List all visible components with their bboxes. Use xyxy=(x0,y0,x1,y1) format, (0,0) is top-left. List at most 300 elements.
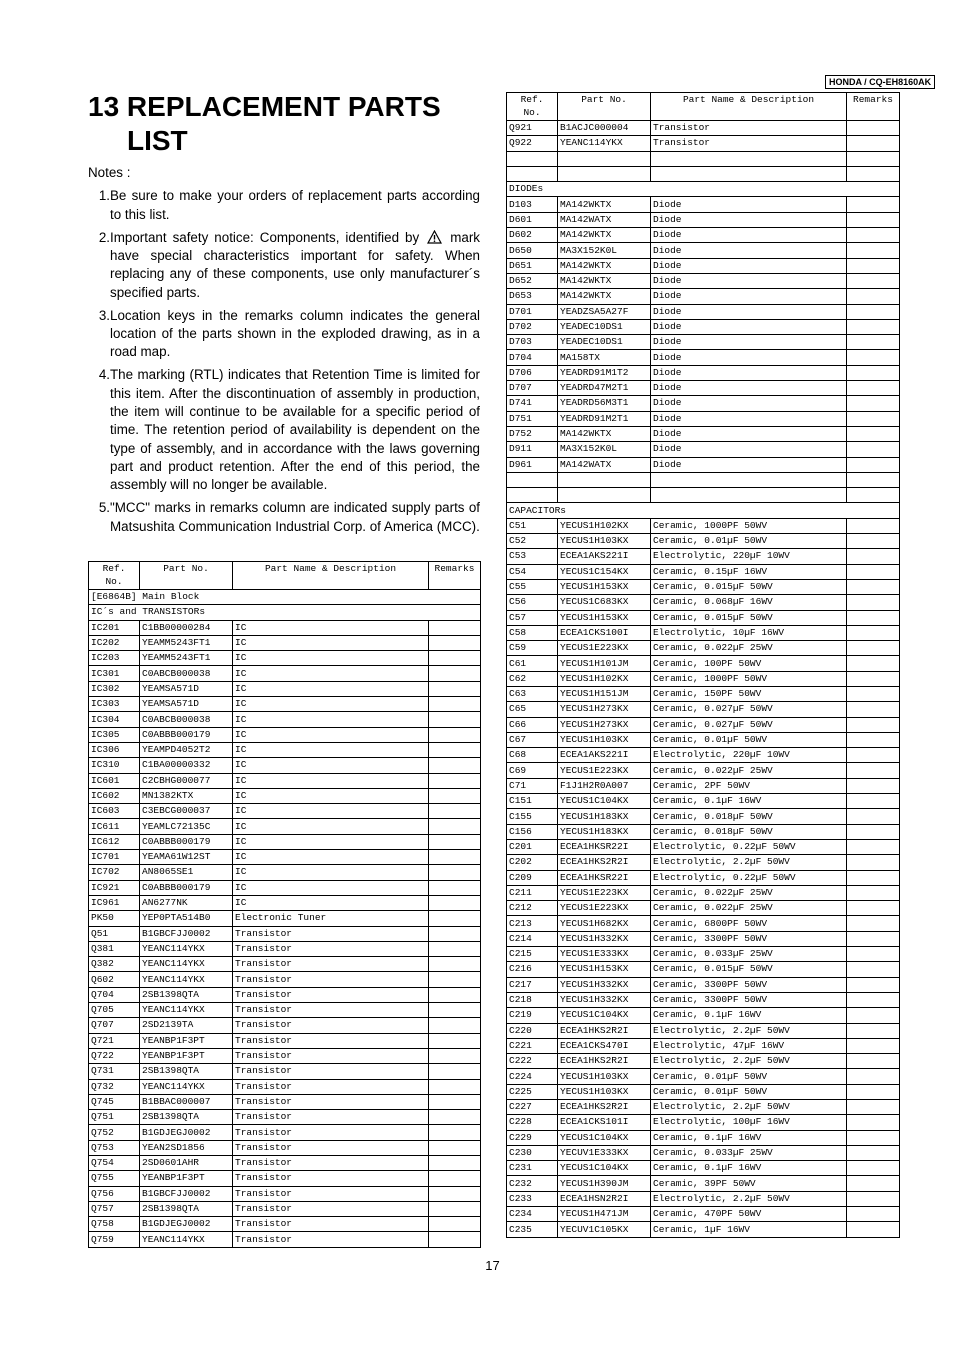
cell-part-no: MA158TX xyxy=(558,350,651,365)
cell-part-no: YEADRD47M2T1 xyxy=(558,381,651,396)
cell-part-no: C1BA00000332 xyxy=(140,758,233,773)
cell-name: IC xyxy=(233,773,429,788)
cell-part-no: C2CBHG000077 xyxy=(140,773,233,788)
cell-ref: C216 xyxy=(507,962,558,977)
cell-ref: C53 xyxy=(507,549,558,564)
cell-ref: Q757 xyxy=(89,1201,140,1216)
cell-name: Ceramic, 0.015µF 50WV xyxy=(651,610,847,625)
cell-name: Transistor xyxy=(233,1125,429,1140)
cell-ref: D706 xyxy=(507,365,558,380)
table-row xyxy=(89,1048,481,1063)
cell-name: Diode xyxy=(651,243,847,258)
cell-remarks xyxy=(429,1201,481,1216)
cell-ref: IC701 xyxy=(89,850,140,865)
table-row xyxy=(89,1140,481,1155)
cell-ref: D751 xyxy=(507,411,558,426)
cell-ref: Q758 xyxy=(89,1217,140,1232)
cell-remarks xyxy=(429,1171,481,1186)
cell-name: Diode xyxy=(651,411,847,426)
table-row xyxy=(507,1145,900,1160)
cell-remarks xyxy=(429,941,481,956)
cell-name: Transistor xyxy=(233,1079,429,1094)
section-row xyxy=(507,182,900,197)
cell-ref: C232 xyxy=(507,1176,558,1191)
cell-name: Ceramic, 0.1µF 16WV xyxy=(651,1008,847,1023)
cell-name: Ceramic, 0.022µF 25WV xyxy=(651,763,847,778)
cell-name: Ceramic, 0.015µF 50WV xyxy=(651,962,847,977)
table-row xyxy=(89,1079,481,1094)
cell-name: Transistor xyxy=(233,957,429,972)
cell-remarks xyxy=(847,702,900,717)
cell-name: Electronic Tuner xyxy=(233,911,429,926)
section-row xyxy=(89,605,481,620)
cell-part-no: ECEA1HKS2R2I xyxy=(558,1023,651,1038)
cell-name: Ceramic, 470PF 50WV xyxy=(651,1207,847,1222)
cell-remarks xyxy=(847,748,900,763)
table-row xyxy=(507,901,900,916)
cell-ref: Q722 xyxy=(89,1048,140,1063)
note-number: 3. xyxy=(98,307,110,323)
cell-ref: Q922 xyxy=(507,136,558,151)
cell-name: IC xyxy=(233,758,429,773)
cell-remarks xyxy=(847,243,900,258)
cell-ref: Q752 xyxy=(89,1125,140,1140)
table-row xyxy=(507,151,900,166)
cell-name: Ceramic, 1000PF 50WV xyxy=(651,518,847,533)
cell-name: Diode xyxy=(651,442,847,457)
cell-name: Diode xyxy=(651,335,847,350)
col-header-ref: Ref. No. xyxy=(89,562,140,590)
cell-remarks xyxy=(847,656,900,671)
cell-ref: C156 xyxy=(507,824,558,839)
table-row xyxy=(507,472,900,487)
cell-remarks xyxy=(847,411,900,426)
cell-remarks xyxy=(847,1023,900,1038)
cell-part-no: YECUV1E333KX xyxy=(558,1145,651,1160)
cell-remarks xyxy=(847,472,900,487)
table-row xyxy=(89,1125,481,1140)
note-text-before-icon: Important safety notice: Components, identified by xyxy=(110,229,420,245)
table-row xyxy=(507,166,900,181)
table-row xyxy=(507,962,900,977)
cell-ref: C218 xyxy=(507,992,558,1007)
cell-remarks xyxy=(429,895,481,910)
table-row xyxy=(507,625,900,640)
cell-name: Ceramic, 0.01µF 50WV xyxy=(651,1084,847,1099)
cell-name: Diode xyxy=(651,212,847,227)
cell-part-no: YECUS1H102KX xyxy=(558,671,651,686)
table-row xyxy=(507,564,900,579)
cell-name: Ceramic, 0.027µF 50WV xyxy=(651,717,847,732)
cell-ref: C61 xyxy=(507,656,558,671)
col-header-ref: Ref. No. xyxy=(507,93,558,121)
cell-name: IC xyxy=(233,834,429,849)
table-row xyxy=(89,1201,481,1216)
cell-remarks xyxy=(847,977,900,992)
cell-ref: Q731 xyxy=(89,1064,140,1079)
table-row xyxy=(507,289,900,304)
cell-remarks xyxy=(847,732,900,747)
notes-heading: Notes : xyxy=(88,165,131,180)
table-row xyxy=(507,396,900,411)
table-row xyxy=(507,350,900,365)
cell-remarks xyxy=(847,197,900,212)
cell-ref: D653 xyxy=(507,289,558,304)
cell-part-no: YECUS1H471JM xyxy=(558,1207,651,1222)
note-item xyxy=(88,366,480,494)
cell-remarks xyxy=(429,681,481,696)
cell-ref: IC305 xyxy=(89,727,140,742)
cell-part-no: YEAN2SD1856 xyxy=(140,1140,233,1155)
cell-part-no: YECUS1C104KX xyxy=(558,794,651,809)
cell-part-no: ECEA1AKS221I xyxy=(558,549,651,564)
cell-ref: IC603 xyxy=(89,804,140,819)
cell-ref: D702 xyxy=(507,319,558,334)
cell-part-no xyxy=(558,488,651,503)
cell-part-no: YECUS1H151JM xyxy=(558,686,651,701)
table-row xyxy=(89,620,481,635)
cell-ref: Q751 xyxy=(89,1110,140,1125)
cell-part-no: 2SD0601AHR xyxy=(140,1155,233,1170)
cell-ref: C62 xyxy=(507,671,558,686)
col-header-remarks: Remarks xyxy=(847,93,900,121)
cell-remarks xyxy=(847,1069,900,1084)
table-row xyxy=(507,1100,900,1115)
table-row xyxy=(89,911,481,926)
table-row xyxy=(89,941,481,956)
table-row xyxy=(507,641,900,656)
table-row xyxy=(507,121,900,136)
cell-name: Electrolytic, 2.2µF 50WV xyxy=(651,1023,847,1038)
cell-part-no: YECUS1H332KX xyxy=(558,992,651,1007)
cell-part-no: YECUS1H103KX xyxy=(558,534,651,549)
table-row xyxy=(507,335,900,350)
cell-name: Transistor xyxy=(651,121,847,136)
cell-name: Transistor xyxy=(233,1186,429,1201)
cell-remarks xyxy=(847,1191,900,1206)
cell-name: IC xyxy=(233,697,429,712)
table-header-row xyxy=(507,93,900,121)
cell-name: Ceramic, 3300PF 50WV xyxy=(651,977,847,992)
cell-ref: C212 xyxy=(507,901,558,916)
cell-name: Diode xyxy=(651,319,847,334)
cell-ref: IC306 xyxy=(89,742,140,757)
col-header-remarks: Remarks xyxy=(429,562,481,590)
cell-part-no: YECUS1H332KX xyxy=(558,977,651,992)
cell-name xyxy=(651,166,847,181)
cell-ref: D701 xyxy=(507,304,558,319)
cell-remarks xyxy=(429,1186,481,1201)
table-row xyxy=(89,712,481,727)
cell-ref: IC310 xyxy=(89,758,140,773)
cell-name: Ceramic, 0.027µF 50WV xyxy=(651,702,847,717)
table-row xyxy=(89,804,481,819)
cell-ref: C231 xyxy=(507,1161,558,1176)
cell-name: Electrolytic, 220µF 10WV xyxy=(651,549,847,564)
cell-ref: C67 xyxy=(507,732,558,747)
cell-remarks xyxy=(847,1161,900,1176)
col-header-name: Part Name & Description xyxy=(651,93,847,121)
cell-name: Diode xyxy=(651,365,847,380)
cell-part-no: C3EBCG000037 xyxy=(140,804,233,819)
cell-part-no: YEADEC10DS1 xyxy=(558,319,651,334)
cell-ref: D650 xyxy=(507,243,558,258)
cell-remarks xyxy=(429,911,481,926)
cell-remarks xyxy=(847,121,900,136)
table-row xyxy=(507,977,900,992)
table-row xyxy=(507,992,900,1007)
cell-remarks xyxy=(429,727,481,742)
cell-name: Ceramic, 6800PF 50WV xyxy=(651,916,847,931)
cell-part-no: YECUS1E223KX xyxy=(558,763,651,778)
cell-ref: Q382 xyxy=(89,957,140,972)
cell-remarks xyxy=(847,763,900,778)
cell-name: Electrolytic, 2.2µF 50WV xyxy=(651,1100,847,1115)
cell-part-no: YECUS1C154KX xyxy=(558,564,651,579)
cell-ref: C58 xyxy=(507,625,558,640)
cell-ref: Q602 xyxy=(89,972,140,987)
table-row xyxy=(507,1176,900,1191)
note-number: 2. xyxy=(98,229,110,245)
cell-part-no: YEANC114YKX xyxy=(140,941,233,956)
cell-ref: IC611 xyxy=(89,819,140,834)
cell-name: IC xyxy=(233,635,429,650)
table-row xyxy=(89,865,481,880)
cell-part-no: ECEA1CKS101I xyxy=(558,1115,651,1130)
table-row xyxy=(89,1155,481,1170)
note-item xyxy=(88,499,480,536)
cell-name: Transistor xyxy=(233,1003,429,1018)
cell-part-no: 2SD2139TA xyxy=(140,1018,233,1033)
cell-part-no: C0ABBB000179 xyxy=(140,834,233,849)
cell-part-no: B1GDJEGJ0002 xyxy=(140,1125,233,1140)
table-row xyxy=(507,457,900,472)
table-row xyxy=(507,885,900,900)
cell-part-no: B1BBAC000007 xyxy=(140,1094,233,1109)
table-row xyxy=(89,1186,481,1201)
cell-remarks xyxy=(847,1100,900,1115)
cell-ref: C221 xyxy=(507,1038,558,1053)
cell-remarks xyxy=(429,1064,481,1079)
table-header-row xyxy=(89,562,481,590)
cell-name: Diode xyxy=(651,350,847,365)
table-row xyxy=(89,635,481,650)
cell-remarks xyxy=(429,850,481,865)
cell-remarks xyxy=(847,839,900,854)
cell-part-no: B1GBCFJJ0002 xyxy=(140,1186,233,1201)
cell-name: Ceramic, 0.033µF 25WV xyxy=(651,947,847,962)
cell-name: Transistor xyxy=(233,1094,429,1109)
cell-name: IC xyxy=(233,880,429,895)
cell-ref: Q381 xyxy=(89,941,140,956)
cell-name: Diode xyxy=(651,457,847,472)
cell-part-no: ECEA1HSN2R2I xyxy=(558,1191,651,1206)
cell-remarks xyxy=(847,442,900,457)
cell-ref: D704 xyxy=(507,350,558,365)
cell-ref: C227 xyxy=(507,1100,558,1115)
cell-ref: IC601 xyxy=(89,773,140,788)
cell-ref: PK50 xyxy=(89,911,140,926)
cell-part-no: YECUS1H332KX xyxy=(558,931,651,946)
table-row xyxy=(507,656,900,671)
cell-remarks xyxy=(847,1084,900,1099)
cell-ref: D741 xyxy=(507,396,558,411)
cell-part-no: 2SB1398QTA xyxy=(140,987,233,1002)
cell-part-no: YECUS1E333KX xyxy=(558,947,651,962)
cell-name: Ceramic, 1000PF 50WV xyxy=(651,671,847,686)
cell-part-no: YECUS1C104KX xyxy=(558,1130,651,1145)
cell-part-no: YECUS1H183KX xyxy=(558,824,651,839)
model-tag: HONDA / CQ-EH8160AK xyxy=(825,75,935,89)
cell-name: IC xyxy=(233,742,429,757)
cell-remarks xyxy=(847,396,900,411)
table-row xyxy=(507,610,900,625)
cell-part-no: C0ABCB000038 xyxy=(140,666,233,681)
note-text-after-icon: mark have special characteristics important for safety. When replacing any of these components, use only manufacturer´s specified parts. xyxy=(110,229,480,300)
cell-part-no: MA142WKTX xyxy=(558,228,651,243)
cell-name: Diode xyxy=(651,273,847,288)
cell-ref: C215 xyxy=(507,947,558,962)
cell-ref: C202 xyxy=(507,855,558,870)
cell-part-no: MA142WATX xyxy=(558,212,651,227)
cell-remarks xyxy=(847,641,900,656)
cell-remarks xyxy=(429,1048,481,1063)
cell-ref xyxy=(507,151,558,166)
cell-remarks xyxy=(429,742,481,757)
table-row xyxy=(507,197,900,212)
table-row xyxy=(89,758,481,773)
cell-ref: Q721 xyxy=(89,1033,140,1048)
cell-part-no: YECUS1H273KX xyxy=(558,717,651,732)
cell-name: Electrolytic, 220µF 10WV xyxy=(651,748,847,763)
cell-part-no: YEAMA61W12ST xyxy=(140,850,233,865)
table-row xyxy=(89,697,481,712)
cell-name: IC xyxy=(233,819,429,834)
cell-part-no: YEANBP1F3PT xyxy=(140,1048,233,1063)
parts-table-left xyxy=(88,561,481,1248)
table-row xyxy=(507,947,900,962)
cell-part-no: MA142WATX xyxy=(558,457,651,472)
cell-name: Electrolytic, 0.22µF 50WV xyxy=(651,839,847,854)
table-row xyxy=(507,1054,900,1069)
col-header-part-no: Part No. xyxy=(558,93,651,121)
cell-remarks xyxy=(847,916,900,931)
table-row xyxy=(89,727,481,742)
cell-part-no: YECUS1H103KX xyxy=(558,1084,651,1099)
cell-part-no xyxy=(558,151,651,166)
cell-ref: Q754 xyxy=(89,1155,140,1170)
cell-part-no: YEADEC10DS1 xyxy=(558,335,651,350)
page-title xyxy=(88,90,488,158)
cell-ref: C234 xyxy=(507,1207,558,1222)
table-row xyxy=(89,957,481,972)
cell-ref: IC302 xyxy=(89,681,140,696)
cell-remarks xyxy=(847,1008,900,1023)
table-row xyxy=(89,834,481,849)
cell-ref: D961 xyxy=(507,457,558,472)
table-row xyxy=(507,839,900,854)
cell-ref: C229 xyxy=(507,1130,558,1145)
table-row xyxy=(89,926,481,941)
cell-name: Transistor xyxy=(233,1155,429,1170)
cell-name: Transistor xyxy=(233,926,429,941)
cell-remarks xyxy=(847,212,900,227)
cell-remarks xyxy=(847,778,900,793)
cell-remarks xyxy=(429,1232,481,1247)
cell-name: IC xyxy=(233,712,429,727)
cell-ref: C213 xyxy=(507,916,558,931)
cell-name: IC xyxy=(233,727,429,742)
cell-ref: C71 xyxy=(507,778,558,793)
cell-name xyxy=(651,488,847,503)
cell-remarks xyxy=(429,819,481,834)
cell-name: Ceramic, 0.022µF 25WV xyxy=(651,885,847,900)
cell-name: Ceramic, 0.018µF 50WV xyxy=(651,809,847,824)
cell-part-no: YEAMM5243FT1 xyxy=(140,635,233,650)
col-header-part-no: Part No. xyxy=(140,562,233,590)
table-row xyxy=(507,442,900,457)
table-row xyxy=(89,1003,481,1018)
table-row xyxy=(89,1171,481,1186)
cell-ref: C225 xyxy=(507,1084,558,1099)
cell-name: IC xyxy=(233,666,429,681)
cell-name: IC xyxy=(233,651,429,666)
cell-remarks xyxy=(847,289,900,304)
cell-remarks xyxy=(847,136,900,151)
cell-ref: Q755 xyxy=(89,1171,140,1186)
cell-name xyxy=(651,472,847,487)
cell-part-no: YECUS1C683KX xyxy=(558,595,651,610)
cell-part-no: ECEA1CKS470I xyxy=(558,1038,651,1053)
cell-ref: C211 xyxy=(507,885,558,900)
cell-part-no: YECUS1H153KX xyxy=(558,962,651,977)
section-title: CAPACITORs xyxy=(507,503,900,518)
cell-remarks xyxy=(429,712,481,727)
cell-remarks xyxy=(847,304,900,319)
cell-part-no: AN8065SE1 xyxy=(140,865,233,880)
cell-part-no: YECUV1C105KX xyxy=(558,1222,651,1237)
table-row xyxy=(89,1232,481,1247)
table-row xyxy=(507,1084,900,1099)
cell-part-no: B1GBCFJJ0002 xyxy=(140,926,233,941)
table-row xyxy=(89,880,481,895)
cell-part-no: ECEA1HKS2R2I xyxy=(558,1100,651,1115)
cell-part-no: YEADZSA5A27F xyxy=(558,304,651,319)
cell-part-no: YECUS1H153KX xyxy=(558,610,651,625)
cell-remarks xyxy=(847,885,900,900)
cell-part-no: YECUS1E223KX xyxy=(558,901,651,916)
cell-ref: Q759 xyxy=(89,1232,140,1247)
table-row xyxy=(507,1008,900,1023)
cell-part-no: B1GDJEGJ0002 xyxy=(140,1217,233,1232)
cell-name: Ceramic, 0.15µF 16WV xyxy=(651,564,847,579)
cell-ref: IC201 xyxy=(89,620,140,635)
cell-name: Ceramic, 0.033µF 25WV xyxy=(651,1145,847,1160)
cell-name: Transistor xyxy=(233,1171,429,1186)
cell-ref: IC304 xyxy=(89,712,140,727)
table-row xyxy=(507,549,900,564)
cell-remarks xyxy=(429,972,481,987)
cell-remarks xyxy=(847,1145,900,1160)
table-row xyxy=(507,702,900,717)
cell-part-no: YEP0PTA514B0 xyxy=(140,911,233,926)
table-row xyxy=(507,518,900,533)
cell-ref: IC203 xyxy=(89,651,140,666)
cell-ref: IC612 xyxy=(89,834,140,849)
cell-ref: IC961 xyxy=(89,895,140,910)
note-text: "MCC" marks in remarks column are indicated supply parts of Matsushita Communication Industrial Corp. of America (MCC). xyxy=(110,500,480,534)
note-number: 1. xyxy=(98,188,110,204)
